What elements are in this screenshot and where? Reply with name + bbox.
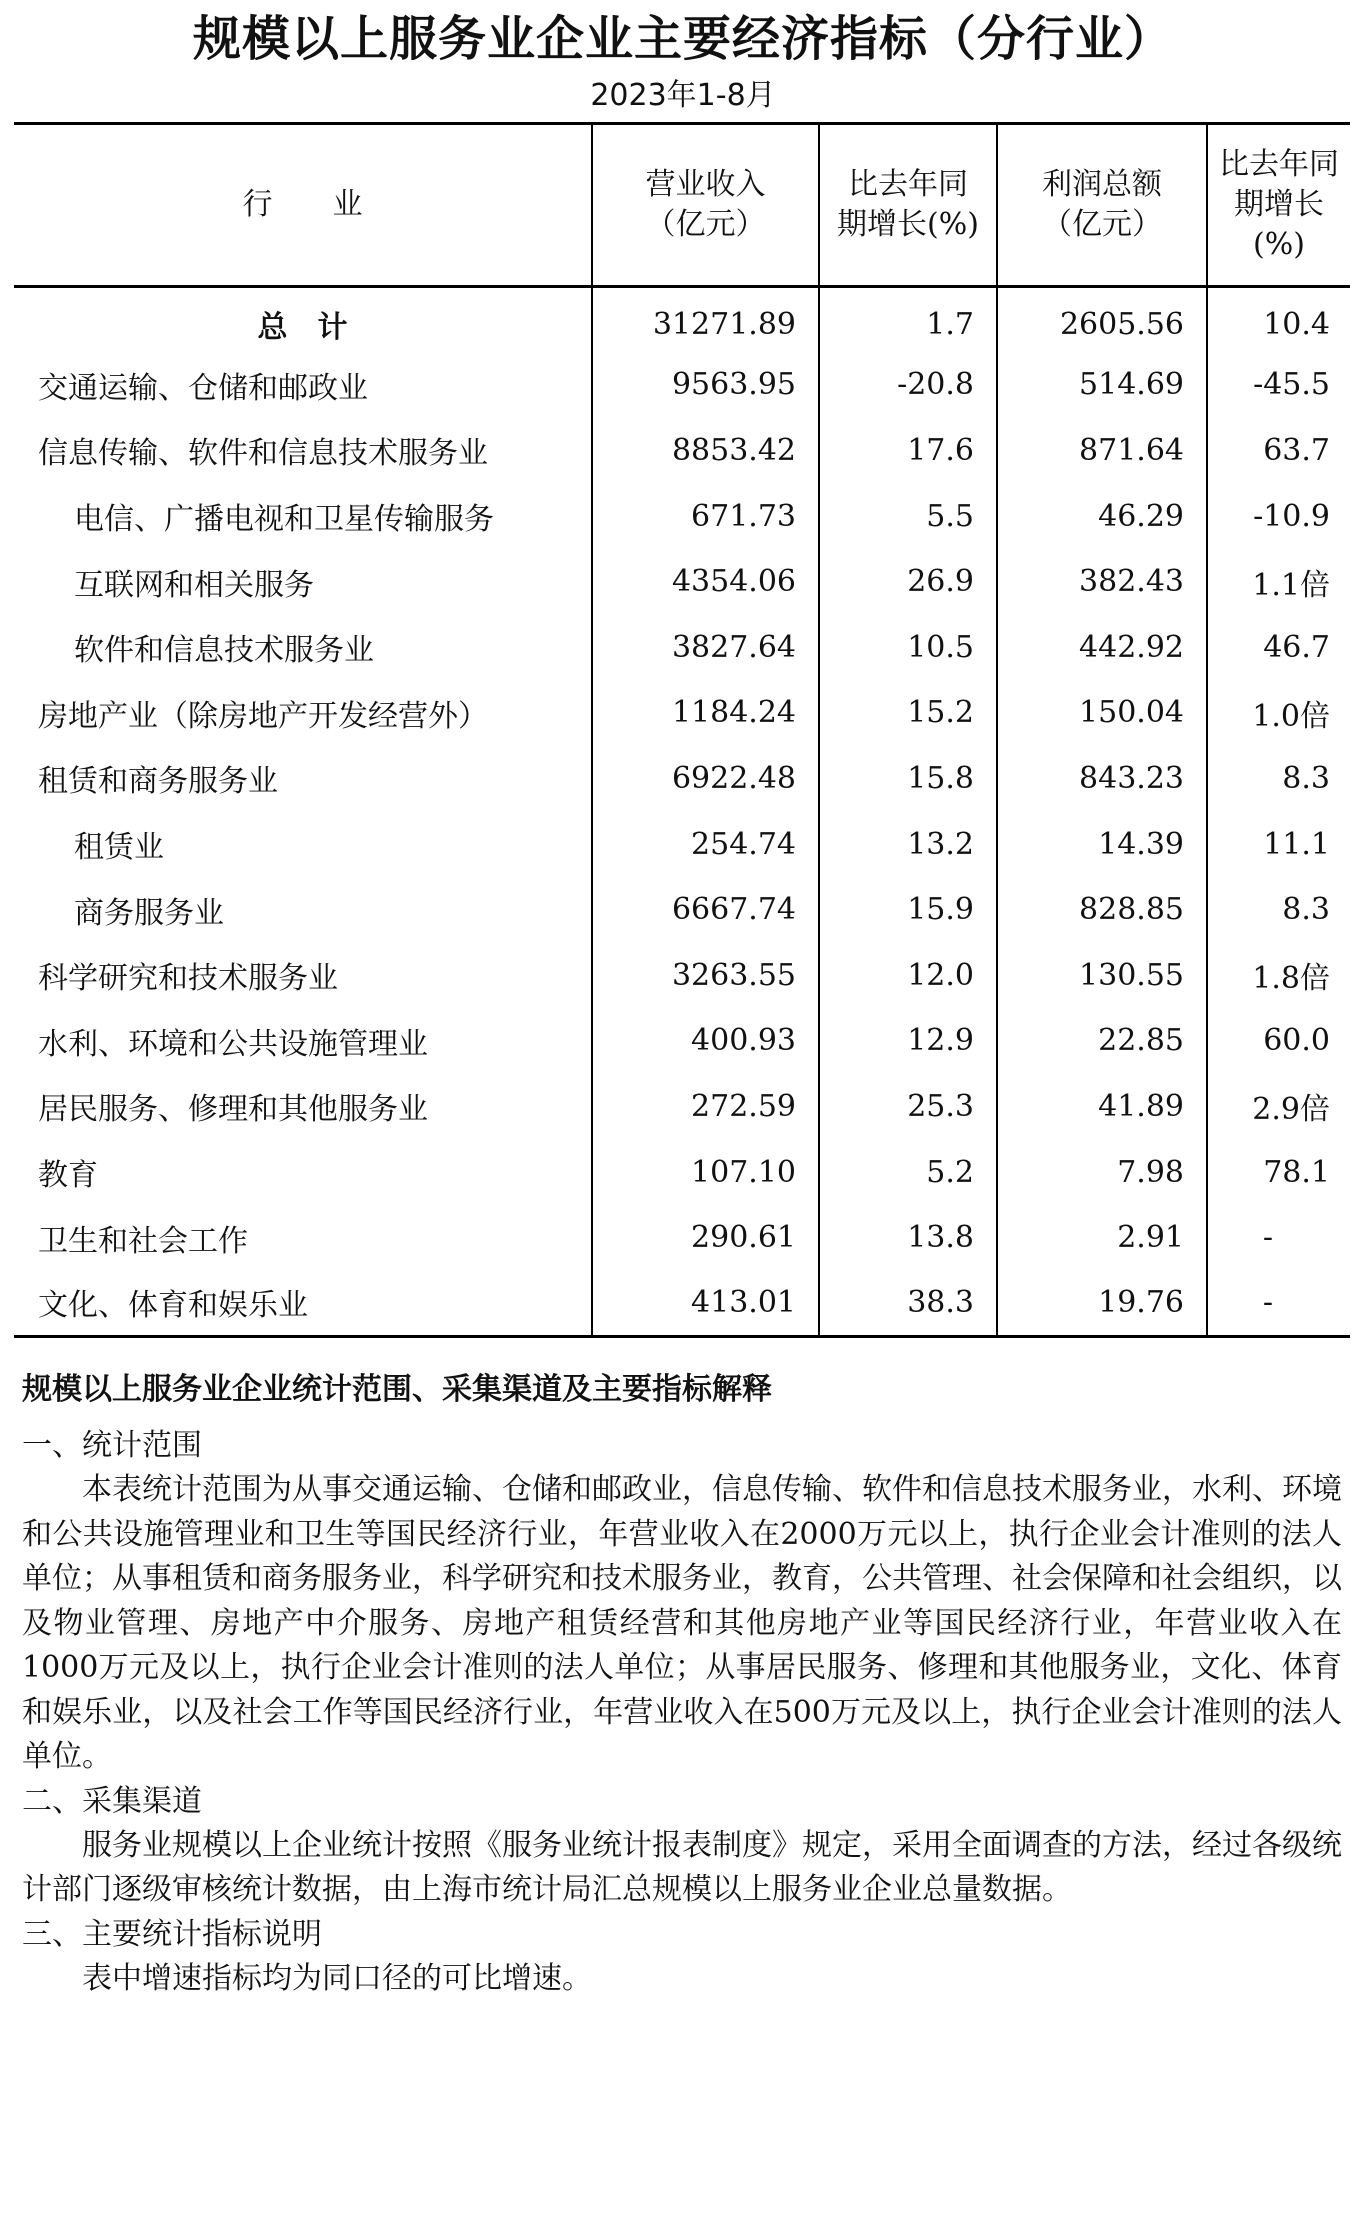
row-profit: 2.91: [997, 1205, 1207, 1271]
table-row: [14, 942, 1350, 1008]
row-profit-growth: 11.1: [1207, 811, 1350, 877]
row-profit: 442.92: [997, 614, 1207, 680]
row-industry: 租赁和商务服务业: [38, 764, 278, 800]
table-row: [14, 746, 1350, 812]
table-row: [14, 614, 1350, 680]
row-revenue-growth: 15.8: [819, 746, 997, 812]
section-text-collection: 服务业规模以上企业统计按照《服务业统计报表制度》规定，采用全面调查的方法，经过各级统计部门逐级审核统计数据，由上海市统计局汇总规模以上服务业企业总量数据。: [22, 1827, 1342, 1907]
row-revenue-growth: 13.8: [819, 1205, 997, 1271]
row-revenue: 290.61: [592, 1205, 819, 1271]
row-revenue: 1184.24: [592, 680, 819, 746]
table-row: [14, 418, 1350, 484]
row-industry: 电信、广播电视和卫星传输服务: [74, 502, 494, 538]
row-revenue: 6667.74: [592, 877, 819, 943]
row-profit: 14.39: [997, 811, 1207, 877]
table-row: [14, 1270, 1350, 1336]
row-industry: 互联网和相关服务: [74, 567, 314, 603]
row-revenue-growth: 12.0: [819, 942, 997, 1008]
table-header-row: [14, 124, 1350, 287]
row-industry: 文化、体育和娱乐业: [14, 1270, 592, 1336]
row-revenue: 413.01: [592, 1270, 819, 1336]
section-heading-indicators: 三、主要统计指标说明: [22, 1916, 322, 1952]
section-heading-scope: 一、统计范围: [22, 1428, 202, 1463]
table-row: [14, 1139, 1350, 1205]
table-row: [14, 877, 1350, 943]
table-row: [14, 1205, 1350, 1271]
row-revenue: 671.73: [592, 483, 819, 549]
row-revenue-growth: 15.9: [819, 877, 997, 943]
row-profit-growth: 8.3: [1207, 877, 1350, 943]
row-profit: 828.85: [997, 877, 1207, 943]
section-text-indicators: 表中增速指标均为同口径的可比增速。: [82, 1960, 592, 1996]
section-heading-collection: 二、采集渠道: [22, 1783, 202, 1819]
row-profit: 19.76: [997, 1270, 1207, 1336]
row-revenue: 3263.55: [592, 942, 819, 1008]
row-industry: 软件和信息技术服务业: [74, 633, 374, 669]
row-profit-growth: -10.9: [1207, 483, 1350, 549]
row-profit: 130.55: [997, 942, 1207, 1008]
row-profit-growth: 8.3: [1207, 746, 1350, 812]
row-industry: 租赁业: [74, 830, 164, 866]
row-profit-growth: -: [1207, 1205, 1350, 1271]
header-profit: 利润总额 （亿元）: [997, 124, 1207, 287]
row-profit-growth: 2.9倍: [1207, 1074, 1350, 1140]
table-row: [14, 1074, 1350, 1140]
row-revenue: 31271.89: [592, 287, 819, 353]
row-revenue: 400.93: [592, 1008, 819, 1074]
row-revenue-growth: 10.5: [819, 614, 997, 680]
row-profit: 22.85: [997, 1008, 1207, 1074]
notes-title: 规模以上服务业企业统计范围、采集渠道及主要指标解释: [22, 1372, 772, 1407]
row-profit-growth: -: [1207, 1270, 1350, 1336]
row-profit: 7.98: [997, 1139, 1207, 1205]
header-industry: 行 业: [14, 124, 592, 287]
row-revenue: 9563.95: [592, 352, 819, 418]
row-industry: 总 计: [257, 310, 348, 346]
row-revenue-growth: 5.5: [819, 483, 997, 549]
row-revenue: 254.74: [592, 811, 819, 877]
row-profit: 46.29: [997, 483, 1207, 549]
row-profit-growth: 78.1: [1207, 1139, 1350, 1205]
row-profit-growth: 60.0: [1207, 1008, 1350, 1074]
row-revenue-growth: 17.6: [819, 418, 997, 484]
table-row: [14, 680, 1350, 746]
table-row: [14, 549, 1350, 615]
row-industry: 卫生和社会工作: [38, 1223, 248, 1259]
row-industry: 水利、环境和公共设施管理业: [38, 1026, 428, 1062]
row-revenue-growth: 15.2: [819, 680, 997, 746]
row-profit-growth: 46.7: [1207, 614, 1350, 680]
header-revenue-growth: 比去年同 期增长(%): [819, 124, 997, 287]
row-profit-growth: 1.0倍: [1207, 680, 1350, 746]
row-profit-growth: 1.8倍: [1207, 942, 1350, 1008]
row-profit-growth: -45.5: [1207, 352, 1350, 418]
row-profit: 843.23: [997, 746, 1207, 812]
row-revenue-growth: 5.2: [819, 1139, 997, 1205]
indicators-table: [14, 122, 1350, 1338]
row-profit: 871.64: [997, 418, 1207, 484]
section-text-scope: 本表统计范围为从事交通运输、仓储和邮政业，信息传输、软件和信息技术服务业，水利、环境和公共设施管理业和卫生等国民经济行业，年营业收入在2000万元以上，执行企业会计准则的法人单位；从事租赁和商务服务业，科学研究和技术服务业，教育，公共管理、社会保障和社会组织，以及物业管理、房地产中介服务、房地产租赁经营和其他房地产业等国民经济行业，年营业收入在1000万元及以上，执行企业会计准则的法人单位；从事居民服务、修理和其他服务业，文化、体育和娱乐业，以及社会工作等国民经济行业，年营业收入在500万元及以上，执行企业会计准则的法人单位。: [22, 1472, 1342, 1774]
row-profit: 41.89: [997, 1074, 1207, 1140]
row-industry: 商务服务业: [74, 895, 224, 931]
row-revenue: 4354.06: [592, 549, 819, 615]
table-row-total: [14, 287, 1350, 353]
row-industry: 教育: [38, 1158, 98, 1194]
table-row: [14, 1008, 1350, 1074]
row-industry: 科学研究和技术服务业: [38, 961, 338, 997]
row-revenue-growth: -20.8: [819, 352, 997, 418]
row-revenue: 8853.42: [592, 418, 819, 484]
table-row: [14, 811, 1350, 877]
row-industry: 房地产业（除房地产开发经营外）: [38, 698, 488, 734]
row-industry: 居民服务、修理和其他服务业: [38, 1092, 428, 1128]
period-subtitle: 2023年1-8月: [590, 78, 776, 113]
row-industry: 交通运输、仓储和邮政业: [38, 370, 368, 406]
table-row: [14, 483, 1350, 549]
explanatory-notes: [22, 1370, 1342, 2001]
row-revenue: 107.10: [592, 1139, 819, 1205]
row-revenue-growth: 13.2: [819, 811, 997, 877]
header-profit-growth: 比去年同 期增长 (%): [1207, 124, 1350, 287]
row-profit-growth: 10.4: [1207, 287, 1350, 353]
row-profit: 2605.56: [997, 287, 1207, 353]
row-revenue-growth: 12.9: [819, 1008, 997, 1074]
row-revenue: 272.59: [592, 1074, 819, 1140]
row-revenue-growth: 25.3: [819, 1074, 997, 1140]
row-profit: 150.04: [997, 680, 1207, 746]
row-profit: 382.43: [997, 549, 1207, 615]
row-revenue: 3827.64: [592, 614, 819, 680]
row-revenue: 6922.48: [592, 746, 819, 812]
row-revenue-growth: 26.9: [819, 549, 997, 615]
table-row: [14, 352, 1350, 418]
header-revenue: 营业收入 （亿元）: [592, 124, 819, 287]
row-revenue-growth: 38.3: [819, 1270, 997, 1336]
row-revenue-growth: 1.7: [819, 287, 997, 353]
row-profit-growth: 63.7: [1207, 418, 1350, 484]
row-industry: 信息传输、软件和信息技术服务业: [38, 436, 488, 472]
row-profit-growth: 1.1倍: [1207, 549, 1350, 615]
row-profit: 514.69: [997, 352, 1207, 418]
page-title: 规模以上服务业企业主要经济指标（分行业）: [192, 11, 1173, 67]
